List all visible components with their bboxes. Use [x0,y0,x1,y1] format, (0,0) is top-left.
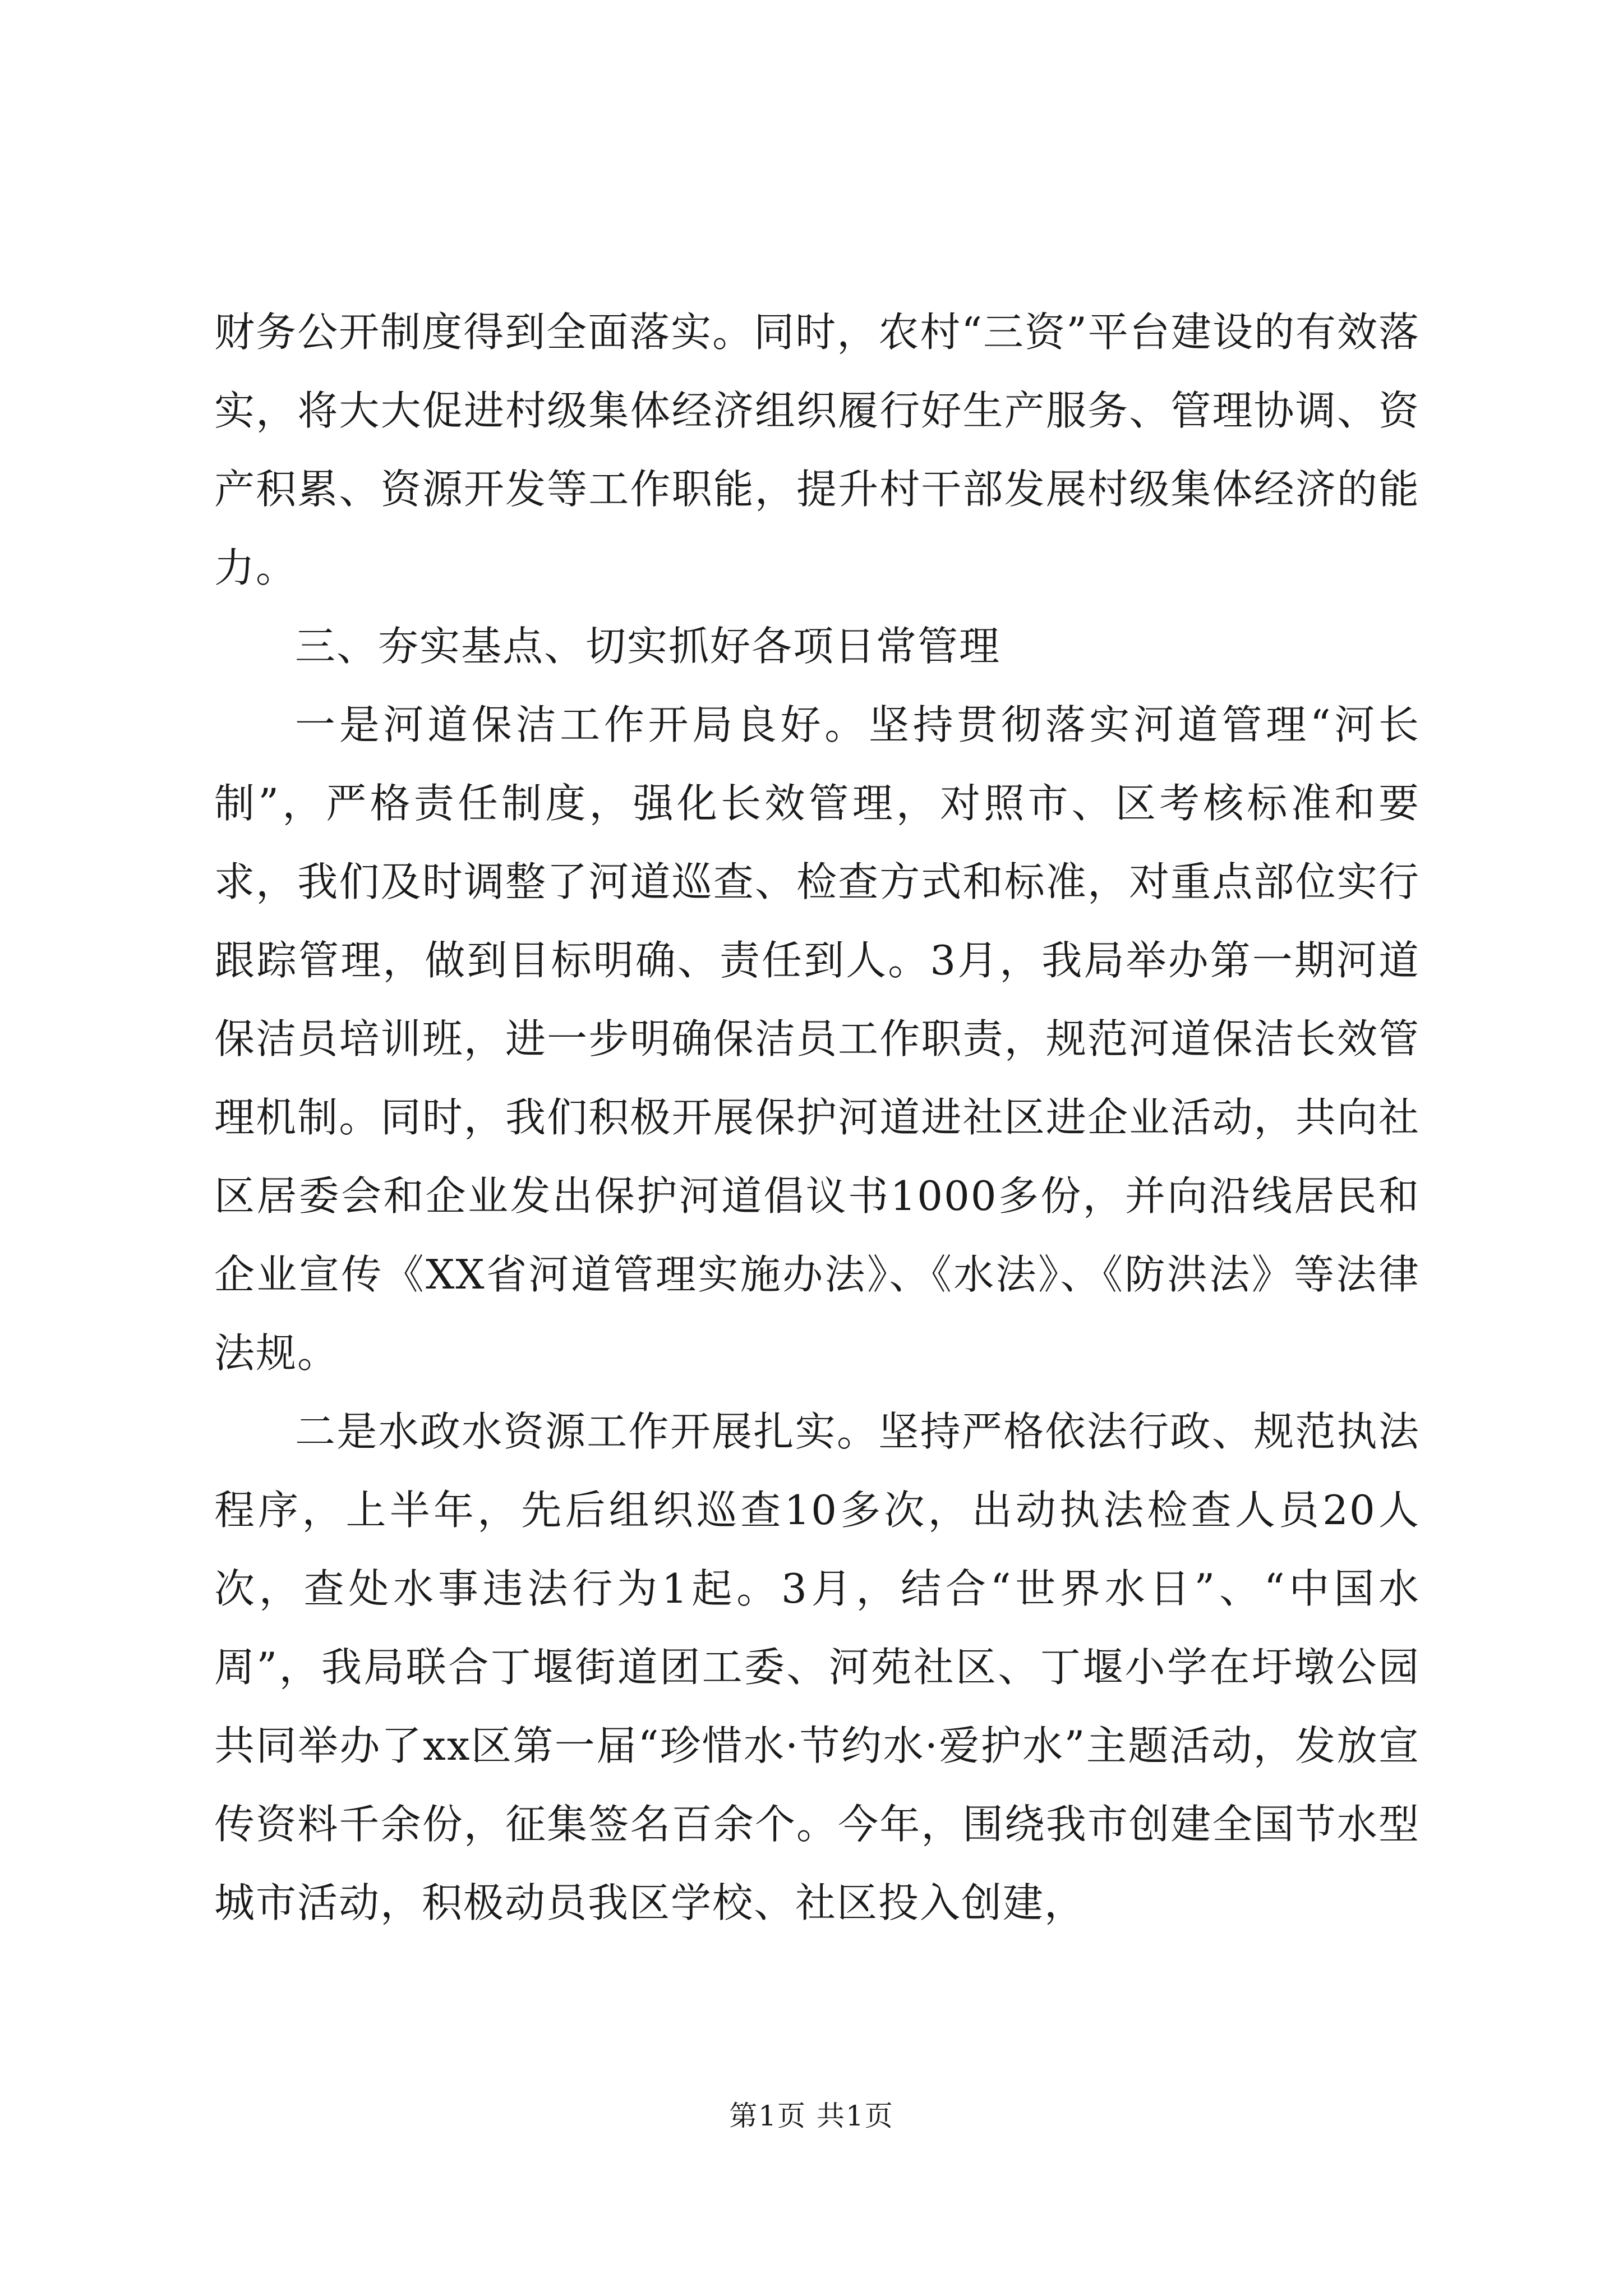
section-heading: 三、夯实基点、切实抓好各项日常管理 [295,623,1001,670]
page-footer: 第1页 共1页 [729,2100,894,2132]
paragraph-1: 财务公开制度得到全面落实。同时，农村“三资”平台建设的有效落实，将大大促进村级集体经济组织履行好生产服务、管理协调、资产积累、资源开发等工作职能，提升村干部发展村级集体经济的能力。 [214,309,1420,591]
paragraph-water-administration: 二是水政水资源工作开展扎实。坚持严格依法行政、规范执法程序，上半年，先后组织巡查10多次，出动执法检查人员20人次，查处水事违法行为1起。3月，结合“世界水日”、“中国水周”，我局联合丁堰街道团工委、河苑社区、丁堰小学在圩墩公园共同举办了xx区第一届“珍惜水·节约水·爱护水”主题活动，发放宣传资料千余份，征集签名百余个。今年，围绕我市创建全国节水型城市活动，积极动员我区学校、社区投入创建， [214,1408,1420,1926]
document-body [214,293,1420,1942]
paragraph-river-cleaning: 一是河道保洁工作开局良好。坚持贯彻落实河道管理“河长制”，严格责任制度，强化长效管理，对照市、区考核标准和要求，我们及时调整了河道巡查、检查方式和标准，对重点部位实行跟踪管理，做到目标明确、责任到人。3月，我局举办第一期河道保洁员培训班，进一步明确保洁员工作职责，规范河道保洁长效管理机制。同时，我们积极开展保护河道进社区进企业活动，共向社区居委会和企业发出保护河道倡议书1000多份，并向沿线居民和企业宣传《XX省河道管理实施办法》、《水法》、《防洪法》等法律法规。 [214,701,1420,1377]
